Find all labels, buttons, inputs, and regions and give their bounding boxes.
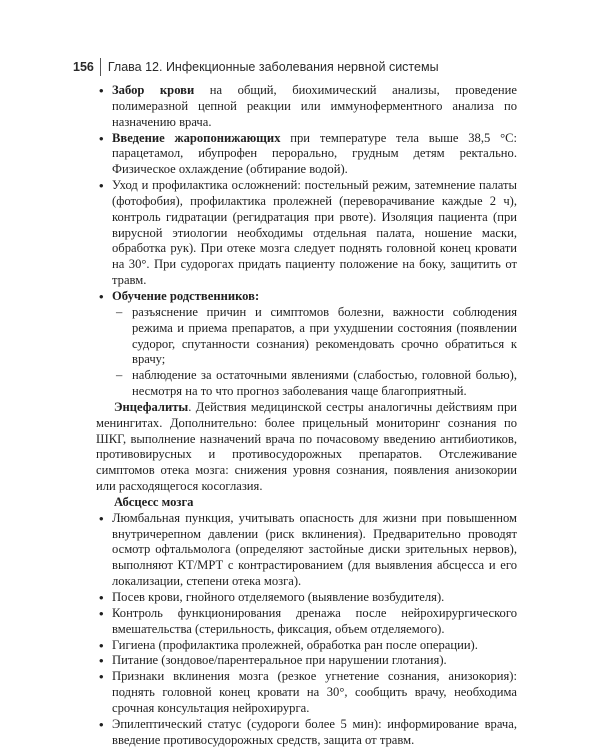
list-item: • Люмбальная пункция, учитывать опасность для жизни при повышенном внутричерепном давлении (риск вклинения). Предварительно проводят осмотр офтальмолога (определяют застойные диски зрительных нервов), выполняют КТ/МРТ с контрастированием (для выявления абсцесса и его локализации, степени отека мозга). [96, 511, 517, 590]
encephalitis-paragraph [96, 400, 517, 495]
list-item: • Гигиена (профилактика пролежней, обработка ран после операции). [96, 638, 517, 654]
list-item: • Контроль функционирования дренажа после нейрохирургического вмешательства (стерильность, фиксация, объем отделяемого). [96, 606, 517, 638]
relatives-education-list [112, 305, 517, 400]
item-lead: Забор крови [112, 83, 195, 97]
page-number: 156 [73, 60, 94, 74]
list-item: • Признаки вклинения мозга (резкое угнетение сознания, анизокория): поднять головной конец кровати на 30°, сообщить врачу, необходима срочная консультация нейрохирурга. [96, 669, 517, 717]
list-item [96, 131, 517, 179]
item-text: при температуре тела выше 38,5 °C: парацетамол, ибупрофен перорально, грудным детям ректально. Физическое охлаждение (обтирание водой). [112, 130, 518, 177]
list-item [96, 83, 517, 131]
page-body [96, 83, 517, 748]
item-text: Уход и профилактика осложнений: постельный режим, затемнение палаты (фотофобия), профилактика пролежней (переворачивание каждые 2 ч), контроль гидратации (регидратация при рвоте). Изоляция пациента (при вирусной этиологии необходимы отдельная палата, ношение маски, обработка рук). При отеке мозга следует поднять головной конец кровати на 30°. При судорогах придать пациенту положение на боку, защитить от травм. [112, 178, 517, 288]
dash-item: – наблюдение за остаточными явлениями (слабостью, головной болью), несмотря на то что прогноз заболевания чаще благоприятный. [116, 368, 517, 400]
meningitis-care-list [96, 83, 517, 400]
list-item [96, 289, 517, 400]
item-text: на общий, биохимический анализы, проведение полимеразной цепной реакции или иммуноферментного анализа по назначению врача. [112, 83, 517, 129]
list-item: • Посев крови, гнойного отделяемого (выявление возбудителя). [96, 590, 517, 606]
item-lead: Обучение родственников: [112, 288, 260, 303]
list-item: • Питание (зондовое/парентеральное при нарушении глотания). [96, 653, 517, 669]
abscess-care-list [96, 511, 517, 749]
chapter-title: Глава 12. Инфекционные заболевания нервной системы [107, 60, 439, 74]
running-header [73, 58, 543, 76]
dash-item: – разъяснение причин и симптомов болезни, важности соблюдения режима и приема препаратов, а при ухудшении состояния (появлении судорог, спутанности сознания) рекомендовать срочно обратиться к врачу; [116, 305, 517, 368]
list-item [96, 178, 517, 289]
list-item: • Эпилептический статус (судороги более 5 мин): информирование врача, введение противосудорожных средств, защита от травм. [96, 717, 517, 749]
header-divider [100, 58, 101, 76]
item-lead: Введение жаропонижающих [112, 130, 281, 145]
encephalitis-term: Энцефалиты [114, 399, 189, 414]
abscess-heading: Абсцесс мозга [114, 494, 194, 509]
encephalitis-text: . Действия медицинской сестры аналогичны действиям при менингитах. Дополнительно: более прицельный мониторинг сознания по ШКГ, выполнение назначений врача по почасовому введению антибиотиков, противовирусных и противосудорожных препаратов. Отслеживание симптомов отека мозга: снижения уровня сознания, появления анизокории или расходящегося косоглазия. [96, 399, 517, 494]
